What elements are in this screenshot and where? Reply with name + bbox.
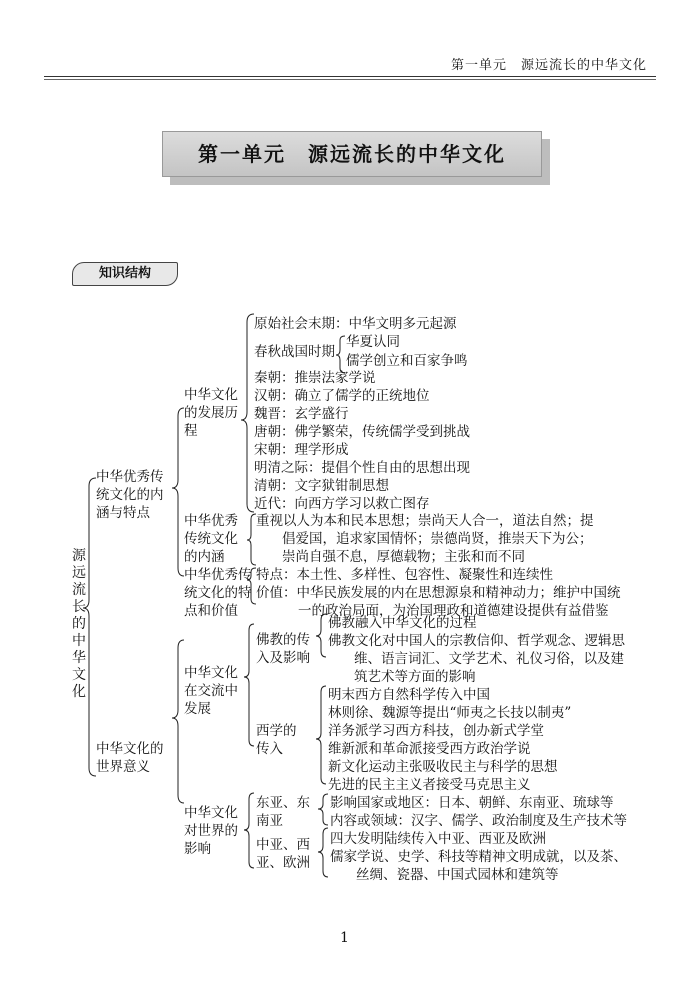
c5-label-1: 中华文化 <box>184 805 238 821</box>
xixue-item-2: 林则徐、魏源等提出“师夷之长技以制夷” <box>328 705 572 721</box>
jiazhi-line-2: 一的政治局面，为治国理政和道德建设提供有益借鉴 <box>298 603 609 619</box>
c2-label-2: 传统文化 <box>184 531 238 547</box>
dongya-label-2: 南亚 <box>256 813 283 829</box>
c3-label-2: 统文化的特 <box>184 585 252 601</box>
c2-label-1: 中华优秀 <box>184 513 238 529</box>
neihan-line-1: 重视以人为本和民本思想；崇尚天人合一，道法自然；提 <box>256 513 594 529</box>
xiya-item-3: 丝绸、瓷器、中国式园林和建筑等 <box>356 867 559 883</box>
xixue-item-4: 维新派和革命派接受西方政治学说 <box>328 741 531 757</box>
c3-label-1: 中华优秀传 <box>184 567 252 583</box>
xixue-item-5: 新文化运动主张吸收民主与科学的思想 <box>328 759 558 775</box>
item-tang: 唐朝：佛学繁荣，传统儒学受到挑战 <box>254 424 470 440</box>
tedian: 特点：本土性、多样性、包容性、凝聚性和连续性 <box>256 567 553 583</box>
item-chunqiu-sub-2: 儒学创立和百家争鸣 <box>346 353 468 369</box>
item-qin: 秦朝：推崇法家学说 <box>254 370 376 386</box>
b1-label-3: 涵与特点 <box>96 505 150 521</box>
unit-title: 第一单元 源远流长的中华文化 <box>198 142 506 166</box>
xixue-label-2: 传入 <box>256 741 283 757</box>
fojiao-label-1: 佛教的传 <box>256 632 310 648</box>
xixue-item-3: 洋务派学习西方科技，创办新式学堂 <box>328 723 544 739</box>
c5-label-2: 对世界的 <box>184 823 238 839</box>
xiya-label-1: 中亚、西 <box>256 837 310 853</box>
xiya-item-2: 儒家学说、史学、科技等精神文明成就，以及茶、 <box>330 849 627 865</box>
xiya-item-1: 四大发明陆续传入中亚、西亚及欧洲 <box>330 831 546 847</box>
item-mingqing: 明清之际：提倡个性自由的思想出现 <box>254 460 470 476</box>
jiazhi-line-1: 价值：中华民族发展的内在思想源泉和精神动力；维护中国统 <box>256 585 621 601</box>
xixue-item-1: 明末西方自然科学传入中国 <box>328 687 490 703</box>
dongya-item-1: 影响国家或地区：日本、朝鲜、东南亚、琉球等 <box>330 795 614 811</box>
xixue-label-1: 西学的 <box>256 723 297 739</box>
item-qing: 清朝：文字狱钳制思想 <box>254 478 389 494</box>
b2-label-2: 世界意义 <box>96 759 150 775</box>
fojiao-label-2: 入及影响 <box>256 650 310 666</box>
fojiao-item-3: 维、语言词汇、文学艺术、礼仪习俗，以及建 <box>354 651 624 667</box>
item-yuanshi: 原始社会末期：中华文明多元起源 <box>254 316 457 332</box>
item-chunqiu-sub-1: 华夏认同 <box>346 334 400 350</box>
section-tag-label: 知识结构 <box>98 266 151 281</box>
fojiao-item-2: 佛教文化对中国人的宗教信仰、哲学观念、逻辑思 <box>328 633 625 649</box>
neihan-line-2: 倡爱国，追求家国情怀；崇德尚贤，推崇天下为公； <box>282 531 593 547</box>
c5-label-3: 影响 <box>184 841 211 857</box>
dongya-label-1: 东亚、东 <box>256 795 310 811</box>
item-han: 汉朝：确立了儒学的正统地位 <box>254 388 430 404</box>
page-number: 1 <box>340 930 349 946</box>
item-chunqiu: 春秋战国时期 <box>254 344 335 360</box>
fojiao-item-4: 筑艺术等方面的影响 <box>354 669 476 685</box>
fojiao-item-1: 佛教融入中华文化的过程 <box>328 615 477 631</box>
item-song: 宋朝：理学形成 <box>254 442 349 458</box>
b1-label-1: 中华优秀传 <box>96 469 164 485</box>
c1-label-1: 中华文化 <box>184 387 238 403</box>
neihan-line-3: 崇尚自强不息，厚德载物；主张和而不同 <box>282 549 525 565</box>
item-jindai: 近代：向西方学习以救亡图存 <box>254 496 430 512</box>
c1-label-3: 程 <box>184 423 198 439</box>
dongya-item-2: 内容或领域：汉字、儒学、政治制度及生产技术等 <box>330 813 627 829</box>
c4-label-1: 中华文化 <box>184 665 238 681</box>
b1-label-2: 统文化的内 <box>96 487 164 503</box>
tree-root: 源远流长的中华文化 <box>72 548 86 700</box>
xiya-label-2: 亚、欧洲 <box>256 855 310 871</box>
xixue-item-6: 先进的民主主义者接受马克思主义 <box>328 777 531 793</box>
b2-label-1: 中华文化的 <box>96 741 164 757</box>
c2-label-3: 的内涵 <box>184 549 225 565</box>
running-header-title: 第一单元 源远流长的中华文化 <box>450 58 647 73</box>
c3-label-3: 点和价值 <box>184 603 238 619</box>
c4-label-2: 在交流中 <box>184 683 238 699</box>
c4-label-3: 发展 <box>184 701 211 717</box>
item-wei: 魏晋：玄学盛行 <box>254 406 349 422</box>
c1-label-2: 的发展历 <box>184 405 238 421</box>
